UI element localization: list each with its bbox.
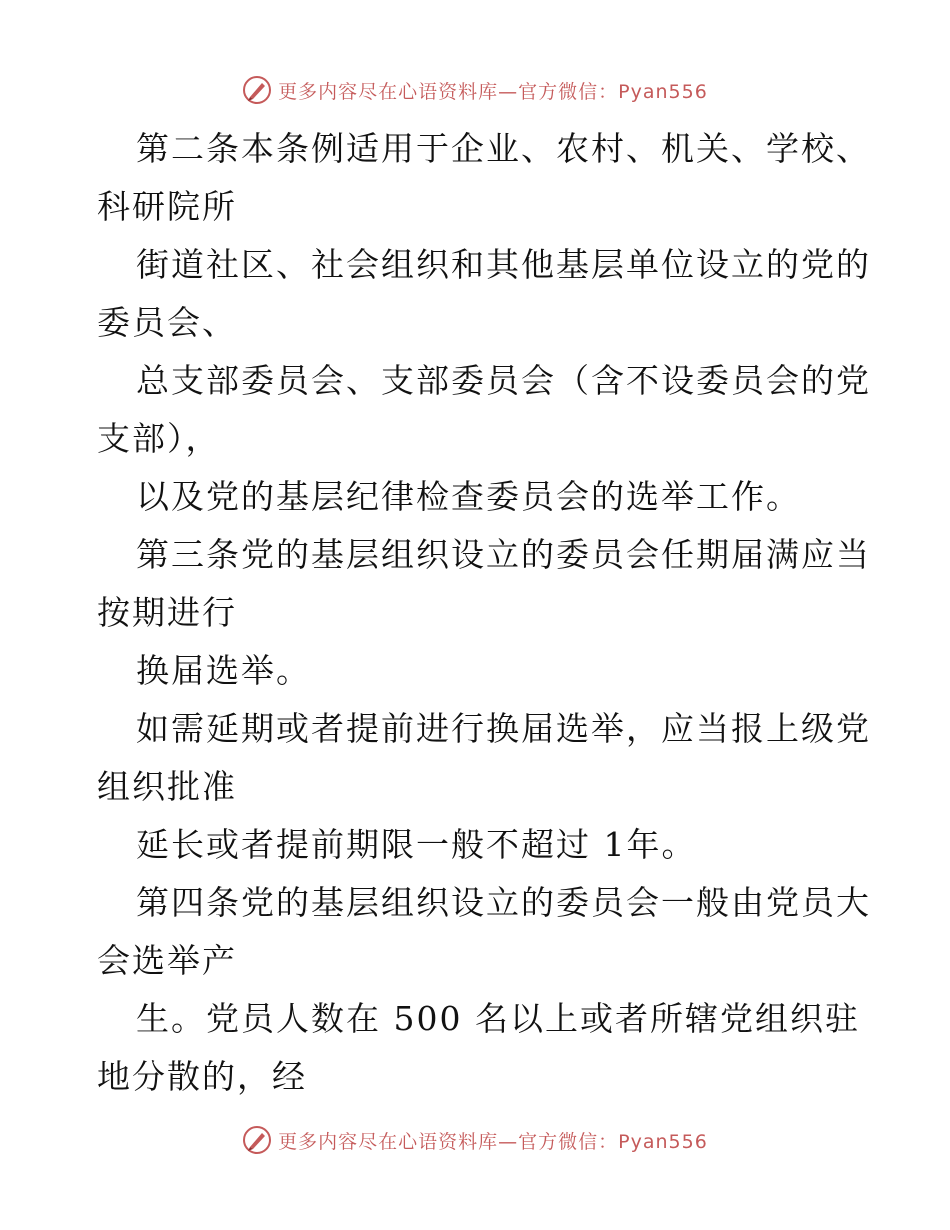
paragraph-line: 支部）， [97, 419, 221, 458]
paragraph-line: 第三条党的基层组织设立的委员会任期届满应当 [136, 535, 871, 574]
watermark-text: 更多内容尽在心语资料库—官方微信：Pyan556 [278, 80, 708, 103]
document-body [0, 120, 950, 1106]
paragraph-line: 按期进行 [97, 593, 237, 632]
paragraph-line: 生。党员人数在 500 名以上或者所辖党组织驻 [136, 999, 860, 1038]
paragraph-line: 第四条党的基层组织设立的委员会一般由党员大 [136, 883, 871, 922]
footer-watermark-banner [0, 1120, 950, 1160]
paragraph-line: 组织批准 [97, 767, 237, 806]
paragraph-line: 总支部委员会、支部委员会（含不设委员会的党 [136, 361, 871, 400]
pen-logo-icon [242, 75, 272, 105]
paragraph-line: 科研院所 [97, 187, 237, 226]
paragraph-line: 第二条本条例适用于企业、农村、机关、学校、 [136, 129, 871, 168]
paragraph-line: 如需延期或者提前进行换届选举，应当报上级党 [136, 709, 871, 748]
paragraph-line: 委员会、 [97, 303, 237, 342]
paragraph-line: 街道社区、社会组织和其他基层单位设立的党的 [136, 245, 871, 284]
header-watermark-banner [0, 70, 950, 110]
paragraph-line: 以及党的基层纪律检查委员会的选举工作。 [136, 477, 801, 516]
paragraph-line: 会选举产 [97, 941, 237, 980]
paragraph-line: 换届选举。 [136, 651, 311, 690]
paragraph-line: 延长或者提前期限一般不超过 1年。 [136, 825, 697, 864]
watermark-text: 更多内容尽在心语资料库—官方微信：Pyan556 [278, 1130, 708, 1153]
pen-logo-icon [242, 1125, 272, 1155]
paragraph-line: 地分散的，经 [97, 1057, 307, 1096]
